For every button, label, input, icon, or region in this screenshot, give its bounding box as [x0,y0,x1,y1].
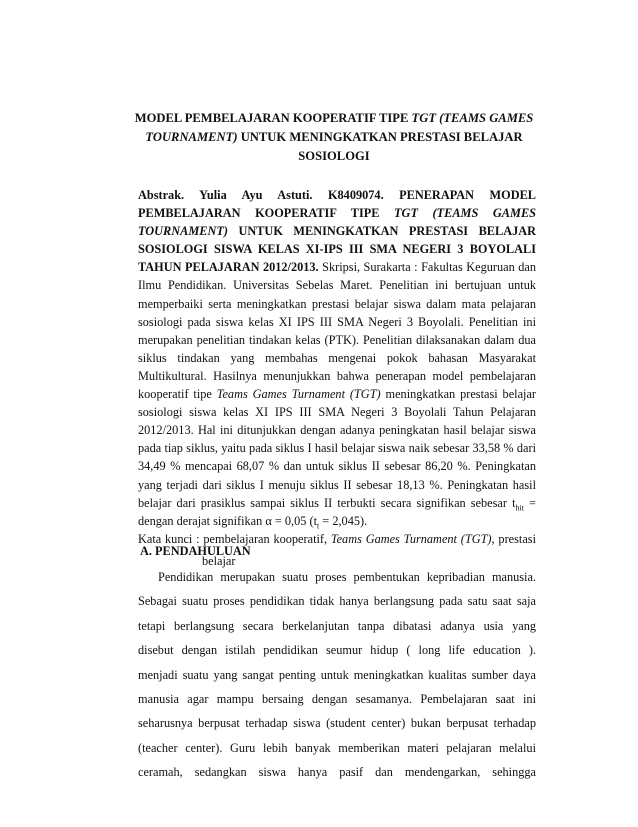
body-line: manusia agar mampu bersaing dengan sesamanya. Pembelajaran saat ini [138,691,536,706]
body-line: (teacher center). Guru lebih banyak memberikan materi pelajaran melalui [138,740,536,755]
abstract [138,186,536,570]
abstract-line: 2012/2013. Hal ini ditunjukkan dengan adanya peningkatan hasil belajar siswa [138,423,536,438]
body-line: disebut dengan istilah pendidikan seumur hidup ( long life education ). [138,643,536,658]
abstract-line: sosiologi pada siswa kelas XI IPS III SMA Negeri 3 Boyolali. Penelitian ini [138,314,536,329]
body-line: ceramah, sedangkan siswa hanya pasif dan mendengarkan, sehingga [138,765,536,780]
keywords-line-2: belajar [202,553,236,568]
title-line-3: SOSIOLOGI [298,149,370,163]
abstract-line: dengan derajat signifikan α = 0,05 $(t_t = 2,045)$. [138,513,368,531]
abstract-line: belajar dari prasiklus sampai siklus II terbukti secara signifikan sebesar $t_{hit}$ = [138,495,536,512]
abstract-line: TOURNAMENT) UNTUK MENINGKATKAN PRESTASI BELAJAR [138,224,536,239]
abstract-line: 34,49 % mencapai 68,07 % dan untuk siklus II sebesar 86,20 %. Peningkatan [138,459,536,474]
title-line-2: TOURNAMENT) UNTUK MENINGKATKAN PRESTASI BELAJAR [145,130,523,144]
abstract-line: merupakan penelitian tindakan kelas (PTK). Penelitian dilaksanakan dalam dua [138,332,536,347]
abstract-line: Ilmu Pendidikan. Universitas Sebelas Maret. Penelitian ini bertujuan untuk [138,278,536,293]
section-heading: A. PENDAHULUAN [140,544,251,558]
body-line: Pendidikan merupakan suatu proses pembentukan kepribadian manusia. [158,570,536,584]
abstract-line: TAHUN PELAJARAN 2012/2013. Skripsi, Surakarta : Fakultas Keguruan dan [138,260,536,275]
body-line: menjadi suatu yang sangat penting untuk meningkatkan kualitas sumber daya [138,667,536,682]
abstract-line: kooperatif tipe Teams Games Turnament (TGT) meningkatkan prestasi belajar [138,387,536,402]
abstract-line: sosiologi siswa kelas XI IPS III SMA Negeri 3 Boyolali Tahun Pelajaran [138,405,536,420]
title-line-1: MODEL PEMBELAJARAN KOOPERATIF TIPE TGT (TEAMS GAMES [134,111,534,125]
paper-title [130,109,538,166]
abstract-line: yang terjadi dari siklus I menuju siklus II sebesar 18,13 %. Peningkatan hasil [138,477,536,492]
abstract-line: SOSIOLOGI SISWA KELAS XI-IPS III SMA NEGERI 3 BOYOLALI [138,242,536,257]
abstract-line: siklus tindakan yang membahas mengenai pokok bahasan Masyarakat [138,350,536,365]
body-line: Sebagai suatu proses pendidikan tidak hanya berlangsung pada satu saat saja [138,594,536,609]
body-line: tetapi berlangsung secara berkelanjutan tanpa dibatasi adanya usia yang [138,618,536,633]
abstract-line: Multikultural. Hasilnya menunjukkan bahwa penerapan model pembelajaran [138,368,536,383]
body-text [138,565,536,785]
keywords-line: Kata kunci : pembelajaran kooperatif, Teams Games Turnament (TGT), prestasi [138,531,536,546]
abstract-line: Abstrak. Yulia Ayu Astuti. K8409074. PENERAPAN MODEL [138,188,536,202]
body-line: seharusnya berpusat terhadap siswa (student center) bukan berpusat terhadap [138,716,536,731]
abstract-line: memperbaiki serta meningkatkan prestasi belajar siswa dalam mata pelajaran [138,296,536,311]
abstract-line: pada tiap siklus, yaitu pada siklus I hasil belajar siswa naik sebesar 33,58 % dari [138,441,536,456]
abstract-line: PEMBELAJARAN KOOPERATIF TIPE TGT (TEAMS GAMES [138,206,536,221]
